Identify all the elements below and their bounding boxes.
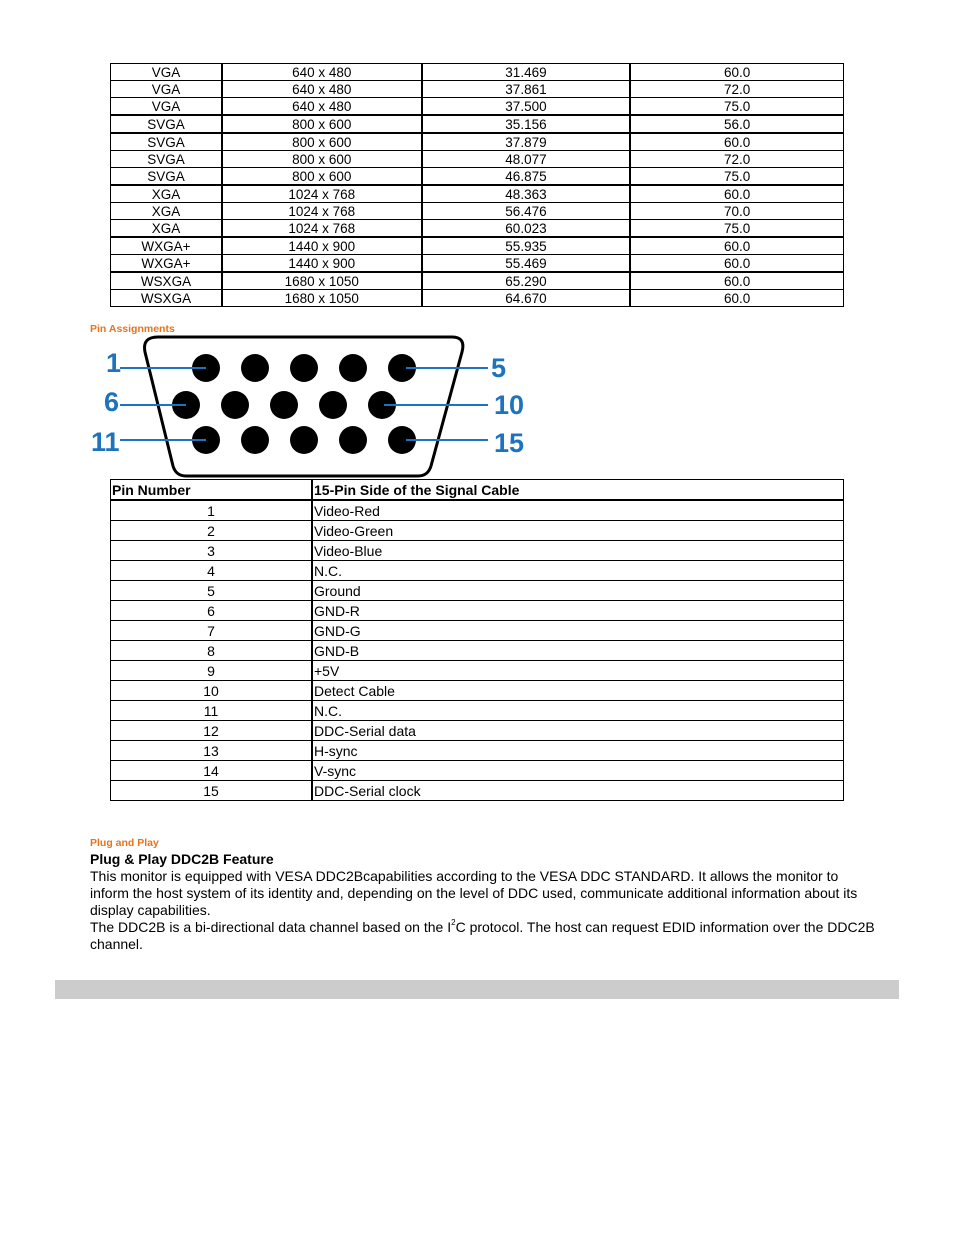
pin-signal-cell: Detect Cable [312,681,844,701]
vga-connector-diagram [88,334,528,480]
timing-row [111,98,844,116]
pin-signal-cell: +5V [312,661,844,681]
timing-cell: 72.0 [630,151,843,168]
timing-cell: 60.023 [422,220,631,238]
timing-cell: 48.077 [422,151,631,168]
timing-row [111,115,844,133]
pin-signal-cell: GND-B [312,641,844,661]
timing-cell: 800 x 600 [222,133,422,151]
pin-row [111,741,844,761]
timing-cell: 55.469 [422,255,631,273]
timing-cell: 64.670 [422,290,631,307]
pin-signal-cell: N.C. [312,701,844,721]
timing-cell: 48.363 [422,185,631,203]
timing-cell: 800 x 600 [222,115,422,133]
pin-label-1: 1 [106,348,122,378]
timing-cell: 1440 x 900 [222,237,422,255]
pin-row [111,500,844,521]
timing-cell: 46.875 [422,168,631,186]
timing-cell: WXGA+ [111,255,222,273]
pin-signal-cell: Video-Green [312,521,844,541]
connector-pin-3 [290,354,318,382]
timing-cell: 60.0 [630,64,843,81]
timing-cell: 60.0 [630,237,843,255]
timing-cell: VGA [111,98,222,116]
pin-signal-cell: N.C. [312,561,844,581]
pin-number-cell: 15 [111,781,313,801]
pin-signal-cell: GND-R [312,601,844,621]
pin-label-5: 5 [491,353,507,383]
timing-cell: XGA [111,185,222,203]
pin-signal-cell: DDC-Serial data [312,721,844,741]
footer-bar [55,980,899,999]
pin-number-cell: 5 [111,581,313,601]
connector-pin-8 [270,391,298,419]
timing-cell: 56.0 [630,115,843,133]
timing-cell: 37.500 [422,98,631,116]
timing-row [111,203,844,220]
connector-pin-7 [221,391,249,419]
timing-cell: 60.0 [630,185,843,203]
pin-row [111,541,844,561]
connector-pin-13 [290,426,318,454]
timing-cell: 1440 x 900 [222,255,422,273]
timing-row [111,151,844,168]
timing-cell: VGA [111,64,222,81]
timing-row [111,133,844,151]
timing-cell: 75.0 [630,220,843,238]
timing-cell: 60.0 [630,255,843,273]
signal-header: 15-Pin Side of the Signal Cable [312,480,844,501]
timing-row [111,272,844,290]
pin-number-cell: 4 [111,561,313,581]
pin-number-cell: 1 [111,500,313,521]
timing-row [111,64,844,81]
pin-signal-cell: Video-Blue [312,541,844,561]
pin-signal-cell: DDC-Serial clock [312,781,844,801]
timing-table [110,63,844,307]
connector-pin-4 [339,354,367,382]
timing-row [111,81,844,98]
timing-cell: 60.0 [630,290,843,307]
pin-row [111,721,844,741]
pin-row [111,701,844,721]
timing-cell: 31.469 [422,64,631,81]
timing-cell: WSXGA [111,272,222,290]
timing-row [111,237,844,255]
pin-row [111,561,844,581]
timing-cell: SVGA [111,151,222,168]
connector-pin-12 [241,426,269,454]
pin-row [111,521,844,541]
timing-cell: 60.0 [630,272,843,290]
pin-row [111,761,844,781]
pin-number-cell: 13 [111,741,313,761]
timing-cell: 37.861 [422,81,631,98]
plug-and-play-section [90,851,880,953]
connector-pin-9 [319,391,347,419]
pin-row [111,641,844,661]
pin-row [111,581,844,601]
timing-cell: WSXGA [111,290,222,307]
timing-cell: 1680 x 1050 [222,290,422,307]
pin-number-cell: 2 [111,521,313,541]
pin-label-6: 6 [104,387,120,417]
timing-cell: WXGA+ [111,237,222,255]
timing-cell: 56.476 [422,203,631,220]
timing-cell: 65.290 [422,272,631,290]
timing-row [111,220,844,238]
timing-cell: 37.879 [422,133,631,151]
pin-row [111,661,844,681]
timing-row [111,290,844,307]
pin-assignment-table [110,479,844,801]
pin-assignments-heading: Pin Assignments [90,323,175,335]
timing-cell: 800 x 600 [222,151,422,168]
pin-label-11: 11 [91,427,120,457]
timing-cell: 60.0 [630,133,843,151]
pin-signal-cell: Video-Red [312,500,844,521]
pin-signal-cell: H-sync [312,741,844,761]
pin-signal-cell: Ground [312,581,844,601]
timing-cell: 640 x 480 [222,98,422,116]
pin-number-cell: 8 [111,641,313,661]
timing-cell: SVGA [111,168,222,186]
pin-number-cell: 6 [111,601,313,621]
pin-row [111,621,844,641]
connector-pin-14 [339,426,367,454]
timing-cell: XGA [111,203,222,220]
timing-cell: 640 x 480 [222,64,422,81]
plug-and-play-heading: Plug and Play [90,837,159,849]
ddc2b-feature-title: Plug & Play DDC2B Feature [90,851,274,867]
pin-number-cell: 12 [111,721,313,741]
pin-number-cell: 7 [111,621,313,641]
timing-cell: SVGA [111,133,222,151]
timing-cell: VGA [111,81,222,98]
pin-label-15: 15 [494,428,525,458]
timing-cell: 1024 x 768 [222,185,422,203]
pin-row [111,681,844,701]
timing-cell: 70.0 [630,203,843,220]
pin-signal-cell: GND-G [312,621,844,641]
timing-cell: 75.0 [630,98,843,116]
timing-cell: 35.156 [422,115,631,133]
timing-cell: 800 x 600 [222,168,422,186]
pin-row [111,781,844,801]
timing-cell: SVGA [111,115,222,133]
timing-row [111,185,844,203]
pin-label-10: 10 [494,390,525,420]
timing-cell: 1024 x 768 [222,220,422,238]
timing-cell: XGA [111,220,222,238]
timing-row [111,168,844,186]
ddc2b-protocol-text: The DDC2B is a bi-directional data channel based on the $I^2C$ protocol. The host can request EDID information over the DDC2B channel. [90,918,875,952]
timing-cell: 75.0 [630,168,843,186]
pin-number-cell: 11 [111,701,313,721]
pin-number-cell: 14 [111,761,313,781]
timing-cell: 72.0 [630,81,843,98]
pin-number-cell: 9 [111,661,313,681]
pin-signal-cell: V-sync [312,761,844,781]
timing-cell: 1024 x 768 [222,203,422,220]
connector-pin-2 [241,354,269,382]
timing-cell: 55.935 [422,237,631,255]
pin-number-cell: 3 [111,541,313,561]
pin-number-cell: 10 [111,681,313,701]
pin-row [111,601,844,621]
timing-row [111,255,844,273]
timing-cell: 1680 x 1050 [222,272,422,290]
pin-number-header: Pin Number [111,480,313,501]
timing-cell: 640 x 480 [222,81,422,98]
ddc2b-description: This monitor is equipped with VESA DDC2Bcapabilities according to the VESA DDC STANDARD. It allows the monitor to inform the host system of its identity and, depending on the level of DDC used, communicate additional information about its display capabilities. [90,868,858,918]
